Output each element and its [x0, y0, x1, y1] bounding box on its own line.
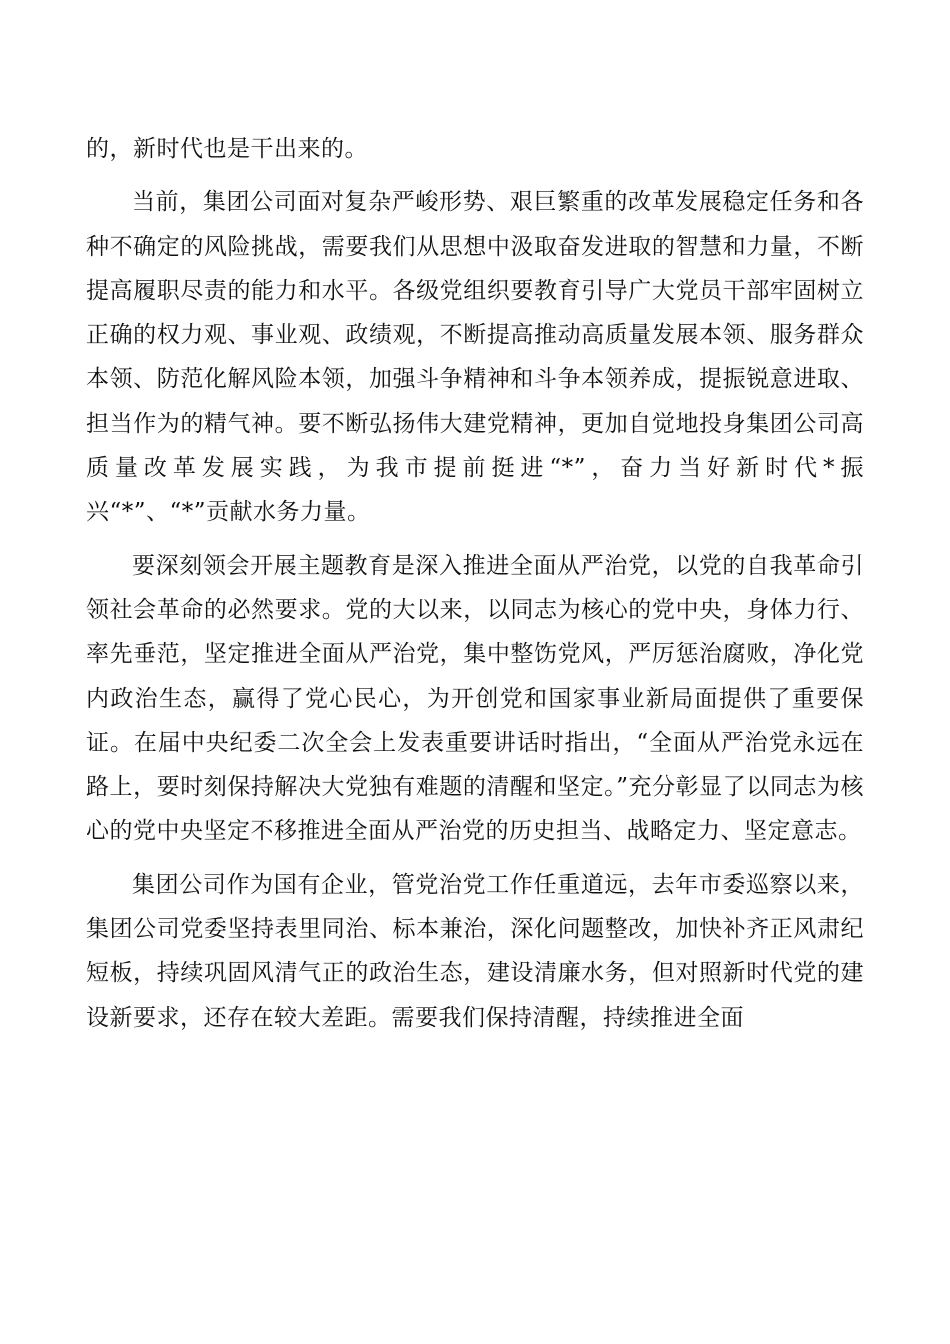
paragraph-current-situation: 当前，集团公司面对复杂严峻形势、艰巨繁重的改革发展稳定任务和各种不确定的风险挑战，需要我们从思想中汲取奋发进取的智慧和力量，不断提高履职尽责的能力和水平。各级党组织要教育引导广大党员干部牢固树立正确的权力观、事业观、政绩观，不断提高推动高质量发展本领、服务群众本领、防范化解风险本领，加强斗争精神和斗争本领养成，提振锐意进取、担当作为的精气神。要不断弘扬伟大建党精神，更加自觉地投身集团公司高质量改革发展实践，为我市提前挺进“*”，奋力当好新时代*振兴“*”、“*”贡献水务力量。: [86, 189, 864, 526]
paragraph-continued: 的，新时代也是干出来的。: [86, 136, 368, 162]
document-body: [86, 127, 864, 1040]
paragraph-theme-education: 要深刻领会开展主题教育是深入推进全面从严治党，以党的自我革命引领社会革命的必然要求。党的大以来，以同志为核心的党中央，身体力行、率先垂范，坚定推进全面从严治党，集中整饬党风，严厉惩治腐败，净化党内政治生态，赢得了党心民心，为开创党和国家事业新局面提供了重要保证。在届中央纪委二次全会上发表重要讲话时指出，“全面从严治党永远在路上，要时刻保持解决大党独有难题的清醒和坚定。”充分彰显了以同志为核心的党中央坚定不移推进全面从严治党的历史担当、战略定力、坚定意志。: [86, 552, 864, 845]
paragraph-group-company: 集团公司作为国有企业，管党治党工作任重道远，去年市委巡察以来，集团公司党委坚持表里同治、标本兼治，深化问题整改，加快补齐正风肃纪短板，持续巩固风清气正的政治生态，建设清廉水务，但对照新时代党的建设新要求，还存在较大差距。需要我们保持清醒，持续推进全面: [86, 871, 864, 1031]
